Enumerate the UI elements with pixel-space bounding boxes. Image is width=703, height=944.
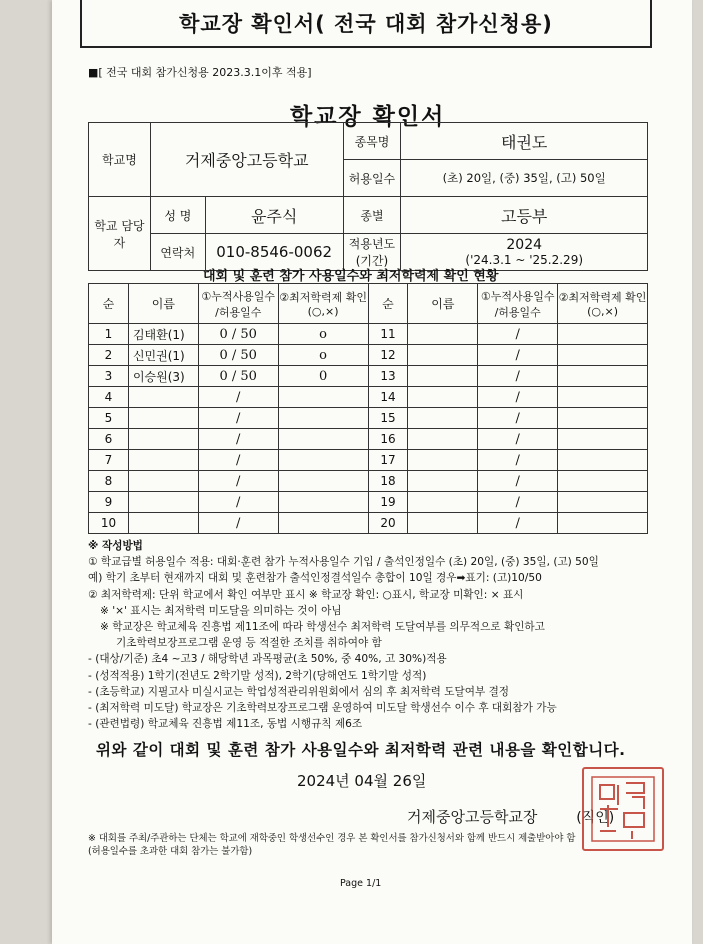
header-days: ①누적사용일수 /허용일수 <box>198 284 278 324</box>
subtitle-note: ■[ 전국 대회 참가신청용 2023.3.1이후 적용] <box>88 66 312 79</box>
footer-notes <box>88 832 648 858</box>
row-check <box>278 408 368 429</box>
row-check <box>558 366 648 387</box>
row-check <box>278 429 368 450</box>
allowed-days-value: (초) 20일, (중) 35일, (고) 50일 <box>401 160 648 197</box>
status-table <box>88 283 648 534</box>
row-check <box>558 387 648 408</box>
row-name <box>128 429 198 450</box>
row-name: 이승원(3) <box>128 366 198 387</box>
table-row <box>89 429 648 450</box>
row-no: 11 <box>368 324 408 345</box>
note-line: ② 최저학력제: 단위 학교에서 확인 여부만 표시 ※ 학교장 확인: ○표시, 학교장 미확인: × 표시 <box>88 588 524 601</box>
row-check <box>558 513 648 534</box>
footer-note-2: (허용일수를 초과한 대회 참가는 불가함) <box>88 846 253 857</box>
footer-note-1: ※ 대회를 주최/주관하는 단체는 학교에 재학중인 학생선수인 경우 본 확인서를 참가신청서와 함께 반드시 제출받아야 함 <box>88 833 576 844</box>
row-no: 16 <box>368 429 408 450</box>
table-row <box>89 387 648 408</box>
row-days: / <box>478 366 558 387</box>
row-name <box>408 429 478 450</box>
row-no: 18 <box>368 471 408 492</box>
name-value: 윤주식 <box>205 197 343 234</box>
row-name <box>408 366 478 387</box>
row-name <box>408 387 478 408</box>
school-label: 학교명 <box>89 123 151 197</box>
instructions-notes <box>88 538 648 732</box>
row-check <box>278 450 368 471</box>
row-days: / <box>478 513 558 534</box>
row-check: o <box>278 345 368 366</box>
main-title: 학교장 확인서 <box>290 104 446 130</box>
row-name: 신민권(1) <box>128 345 198 366</box>
table-row <box>89 450 648 471</box>
principal-title: 거제중앙고등학교장 <box>407 808 538 826</box>
note-line: - (성적적용) 1학기(전년도 2학기말 성적), 2학기(당해연도 1학기말 성적) <box>88 669 427 682</box>
period-year: 2024 <box>506 237 543 253</box>
table-row <box>89 513 648 534</box>
note-line: - (관련법령) 학교체육 진흥법 제11조, 동법 시행규칙 제6조 <box>88 718 363 731</box>
row-no: 7 <box>89 450 129 471</box>
row-name <box>128 471 198 492</box>
row-check <box>558 471 648 492</box>
row-check <box>558 429 648 450</box>
period-label: 적용년도 (기간) <box>343 234 401 271</box>
row-check: 0 <box>278 366 368 387</box>
contact-label: 연락처 <box>150 234 205 271</box>
note-line: 예) 학기 초부터 현재까지 대회 및 훈련참가 출석인정결석일수 총합이 10일 경우➡표기: (고)10/50 <box>88 572 542 585</box>
note-line: ※ 학교장은 학교체육 진흥법 제11조에 따라 학생선수 최저학력 도달여부를 의무적으로 확인하고 <box>100 621 545 634</box>
row-check <box>278 492 368 513</box>
row-days: / <box>198 513 278 534</box>
row-no: 15 <box>368 408 408 429</box>
row-check <box>558 450 648 471</box>
note-line: ※ 작성방법 <box>88 540 143 552</box>
row-name <box>128 408 198 429</box>
row-name <box>128 492 198 513</box>
row-name <box>408 324 478 345</box>
row-no: 2 <box>89 345 129 366</box>
row-no: 4 <box>89 387 129 408</box>
row-days: / <box>478 324 558 345</box>
header-check-right: ②최저학력제 확인(○,×) <box>558 284 648 324</box>
row-name <box>408 492 478 513</box>
row-no: 20 <box>368 513 408 534</box>
row-days: / <box>198 471 278 492</box>
row-name <box>408 408 478 429</box>
row-no: 14 <box>368 387 408 408</box>
row-days: / <box>478 492 558 513</box>
row-check: o <box>278 324 368 345</box>
row-name <box>408 513 478 534</box>
row-days: / <box>478 471 558 492</box>
row-check <box>558 324 648 345</box>
note-line: - (최저학력 미도달) 학교장은 기초학력보장프로그램 운영하여 미도달 학생선수 이수 후 대회참가 가능 <box>88 702 557 715</box>
header-title: 학교장 확인서( 전국 대회 참가신청용) <box>80 0 652 48</box>
header-check: ②최저학력제 확인(○,×) <box>278 284 368 324</box>
note-line: ① 학교급별 허용일수 적용: 대회·훈련 참가 누적사용일수 기입 / 출석인정일수 (초) 20일, (중) 35일, (고) 50일 <box>88 556 599 569</box>
table-row <box>89 492 648 513</box>
row-check <box>558 492 648 513</box>
name-label: 성 명 <box>150 197 205 234</box>
note-line: 기초학력보장프로그램 운영 등 적절한 조치를 취하여야 함 <box>116 637 382 650</box>
row-days: 0 / 50 <box>198 366 278 387</box>
row-check <box>558 408 648 429</box>
row-days: / <box>478 450 558 471</box>
row-name <box>408 450 478 471</box>
row-name <box>128 450 198 471</box>
row-days: 0 / 50 <box>198 345 278 366</box>
row-days: / <box>478 408 558 429</box>
row-no: 6 <box>89 429 129 450</box>
row-no: 10 <box>89 513 129 534</box>
row-name: 김태환(1) <box>128 324 198 345</box>
note-line: - (대상/기준) 초4 ~고3 / 해당학년 과목평균(초 50%, 중 40%, 고 30%)적용 <box>88 653 447 666</box>
table-row <box>89 366 648 387</box>
row-days: / <box>198 450 278 471</box>
period-range: ('24.3.1 ~ '25.2.29) <box>465 253 584 267</box>
row-no: 19 <box>368 492 408 513</box>
row-name <box>128 387 198 408</box>
school-value: 거제중앙고등학교 <box>150 123 343 197</box>
header-no: 순 <box>89 284 129 324</box>
row-days: / <box>198 492 278 513</box>
row-days: / <box>478 345 558 366</box>
note-line: - (초등학교) 지필고사 미실시교는 학업성적관리위원회에서 심의 후 최저학력 도달여부 결정 <box>88 685 510 698</box>
contact-value: 010-8546-0062 <box>205 234 343 271</box>
row-name <box>408 471 478 492</box>
issue-date: 2024년 04월 26일 <box>297 772 427 790</box>
table-row <box>89 408 648 429</box>
row-no: 17 <box>368 450 408 471</box>
status-table-title: 대회 및 훈련 참가 사용일수와 최저학력제 확인 현황 <box>203 269 499 284</box>
row-days: 0 / 50 <box>198 324 278 345</box>
row-no: 9 <box>89 492 129 513</box>
page-number: Page 1/1 <box>340 878 382 889</box>
row-no: 5 <box>89 408 129 429</box>
row-days: / <box>198 408 278 429</box>
confirm-statement: 위와 같이 대회 및 훈련 참가 사용일수와 최저학력 관련 내용을 확인합니다. <box>96 741 626 759</box>
row-days: / <box>478 387 558 408</box>
header-name: 이름 <box>128 284 198 324</box>
table-row <box>89 324 648 345</box>
row-name <box>408 345 478 366</box>
row-no: 12 <box>368 345 408 366</box>
info-table <box>88 122 648 271</box>
row-name <box>128 513 198 534</box>
row-check <box>278 387 368 408</box>
table-row <box>89 471 648 492</box>
row-days: / <box>478 429 558 450</box>
staff-label: 학교 담당자 <box>89 197 151 271</box>
row-check <box>278 513 368 534</box>
table-row <box>89 345 648 366</box>
note-line: ※ '×' 표시는 최저학력 미도달을 의미하는 것이 아님 <box>100 604 342 617</box>
principal-seal-label: (직인) <box>576 810 615 826</box>
row-check <box>278 471 368 492</box>
row-no: 1 <box>89 324 129 345</box>
header-no-right: 순 <box>368 284 408 324</box>
row-check <box>558 345 648 366</box>
division-label: 종별 <box>343 197 401 234</box>
row-no: 3 <box>89 366 129 387</box>
event-value: 태권도 <box>401 123 648 160</box>
header-days-right: ①누적사용일수 /허용일수 <box>478 284 558 324</box>
row-days: / <box>198 387 278 408</box>
event-label: 종목명 <box>343 123 401 160</box>
division-value: 고등부 <box>401 197 648 234</box>
row-no: 8 <box>89 471 129 492</box>
header-name-right: 이름 <box>408 284 478 324</box>
row-no: 13 <box>368 366 408 387</box>
row-days: / <box>198 429 278 450</box>
allowed-days-label: 허용일수 <box>343 160 401 197</box>
